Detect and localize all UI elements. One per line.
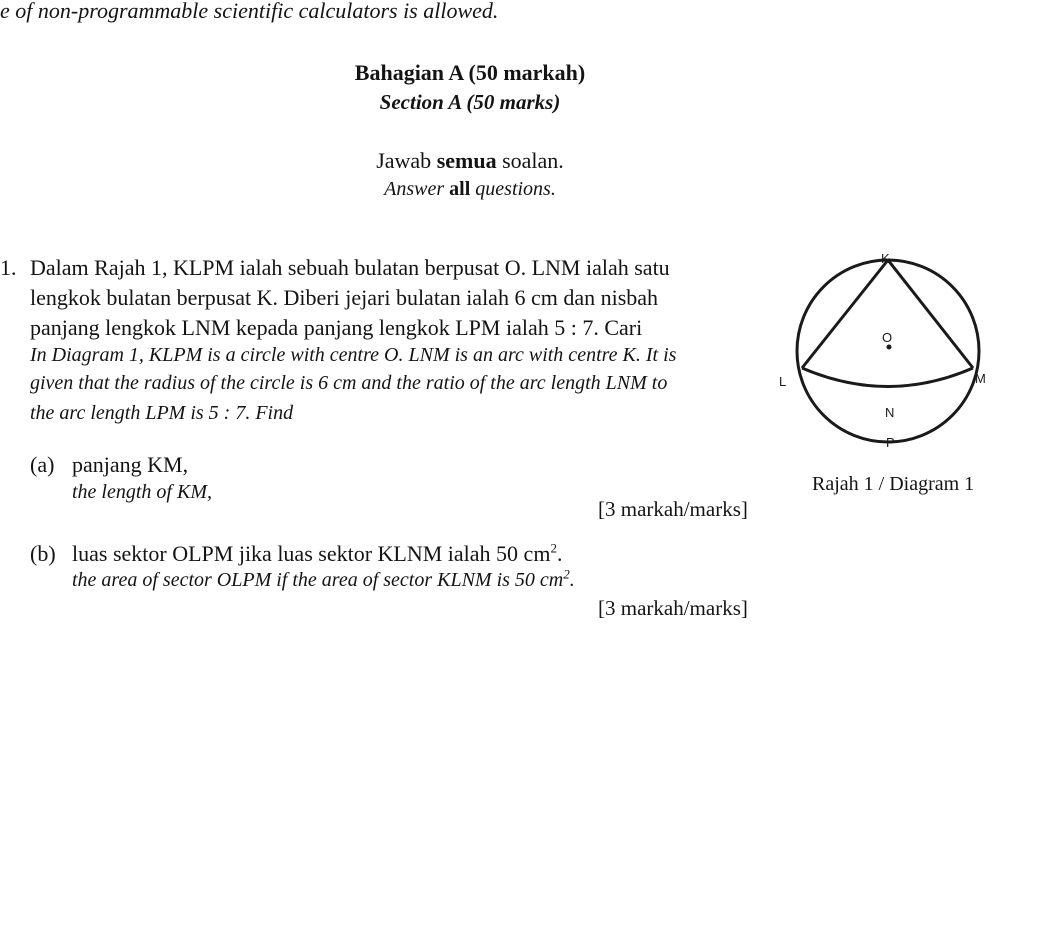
part-b-marks: [3 markah/marks] [598, 596, 748, 620]
part-b-label: (b) [30, 541, 56, 566]
label-m: M [975, 371, 986, 386]
diagram-1 [775, 245, 1015, 475]
centre-o-point [887, 345, 892, 350]
question-en-line-3: the arc length LPM is 5 : 7. Find [30, 402, 294, 424]
instruction-en: Answer all questions. [384, 178, 556, 200]
question-en-line-1: In Diagram 1, KLPM is a circle with centre O. LNM is an arc with centre K. It is [30, 344, 677, 366]
top-note: e of non-programmable scientific calculators is allowed. [0, 0, 499, 23]
part-a-label: (a) [30, 452, 55, 477]
part-b-en: the area of sector OLPM if the area of sector KLNM is 50 $cm^2$. [72, 566, 575, 591]
section-title-en: Section A (50 marks) [379, 90, 561, 114]
question-ms-line-2: lengkok bulatan berpusat K. Diberi jejari bulatan ialah 6 cm dan nisbah [30, 285, 659, 310]
diagram-caption: Rajah 1 / Diagram 1 [812, 473, 975, 495]
question-number: 1. [0, 255, 17, 280]
label-p: P [886, 435, 895, 450]
instruction-ms: Jawab semua soalan. [376, 148, 564, 173]
question-ms-line-3: panjang lengkok LNM kepada panjang lengkok LPM ialah 5 : 7. Cari [30, 315, 643, 340]
arc-lnm [802, 368, 973, 387]
part-a-marks: [3 markah/marks] [598, 497, 748, 521]
line-km [888, 260, 973, 368]
part-a-en: the length of KM, [72, 481, 212, 503]
label-k: K [881, 251, 890, 266]
part-a-ms: panjang KM, [72, 452, 189, 477]
label-l: L [779, 374, 787, 389]
part-b-ms: luas sektor OLPM jika luas sektor KLNM ialah 50 $cm^2$. [72, 540, 563, 566]
label-n: N [885, 405, 895, 420]
label-o: O [882, 330, 893, 345]
section-title-ms: Bahagian A (50 markah) [354, 60, 586, 85]
line-kl [802, 260, 888, 368]
question-ms-line-1: Dalam Rajah 1, KLPM ialah sebuah bulatan berpusat O. LNM ialah satu [30, 255, 670, 280]
question-en-line-2: given that the radius of the circle is 6 cm and the ratio of the arc length LNM to [30, 372, 668, 394]
